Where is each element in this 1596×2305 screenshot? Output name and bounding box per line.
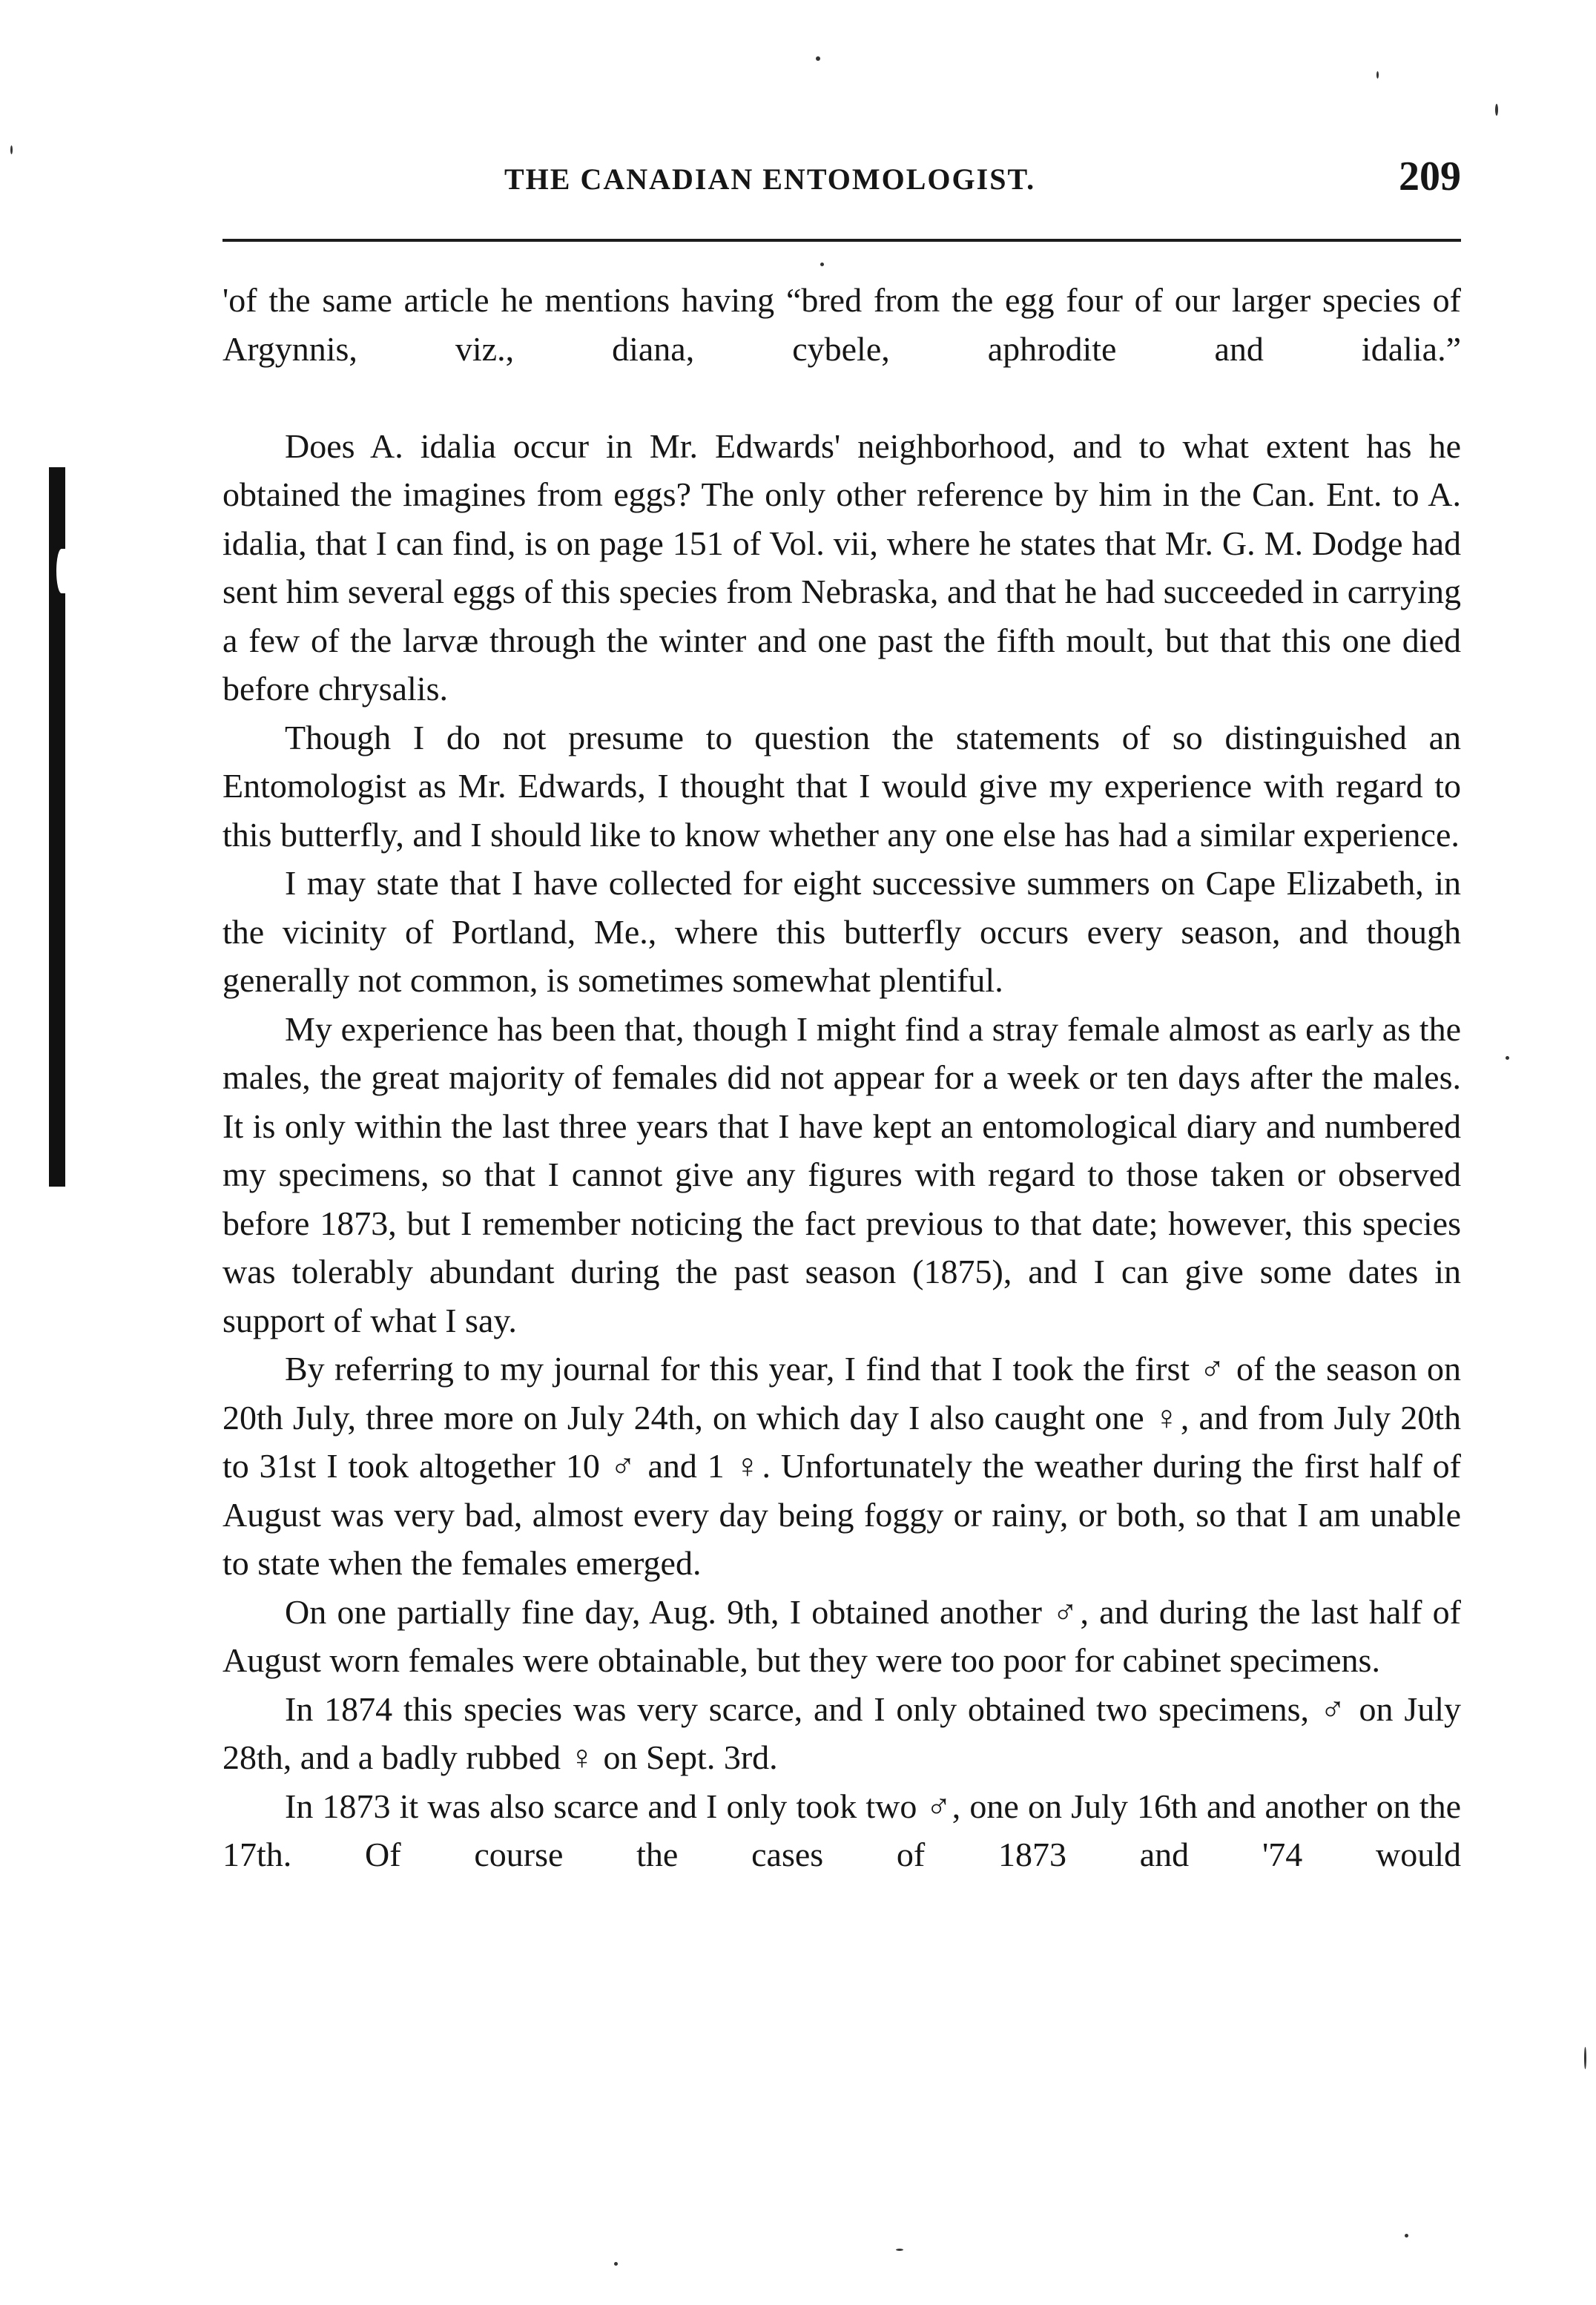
scan-speck	[1584, 2047, 1586, 2069]
margin-scan-notch	[56, 549, 67, 593]
scan-speck	[896, 2249, 903, 2251]
paragraph: I may state that I have collected for eight successive summers on Cape Elizabeth, in the vicinity of Portland, Me., where this butterfly occurs every season, and though generally not common, is sometimes somewhat plentiful.	[222, 864, 1461, 999]
scan-speck	[820, 263, 824, 266]
page-header	[222, 148, 1461, 208]
paragraph-continuation: 'of the same article he mentions having “bred from the egg four of our larger species of Argynnis, viz., diana, cybele, aphrodite and idalia.”	[222, 281, 1461, 368]
scan-speck	[816, 56, 820, 61]
paragraph: By referring to my journal for this year, I find that I took the first ♂ of the season on 20th July, three more on July 24th, on which day I also caught one ♀, and from July 20th to 31st I took altogether 10 ♂ and 1 ♀. Unfortunately the weather during the first half of August was very bad, almost every day being foggy or rainy, or both, so that I am unable to state when the females emerged.	[222, 1350, 1461, 1582]
header-rule	[222, 239, 1461, 242]
scan-speck	[1495, 104, 1498, 116]
page-number: 209	[1399, 154, 1461, 199]
scan-speck	[1506, 1056, 1509, 1060]
paragraph: In 1874 this species was very scarce, and I only obtained two specimens, ♂ on July 28th, and a badly rubbed ♀ on Sept. 3rd.	[222, 1689, 1461, 1776]
paragraph: Though I do not presume to question the statements of so distinguished an Entomologist as Mr. Edwards, I thought that I would give my experience with regard to this butterfly, and I should like to know whether any one else has had a similar experience.	[222, 718, 1461, 854]
scan-speck	[614, 2262, 618, 2266]
paragraph: In 1873 it was also scarce and I only took two ♂, one on July 16th and another on the 17th. Of course the cases of 1873 and '74 would	[222, 1787, 1461, 1873]
margin-scan-bar	[49, 467, 65, 1187]
body-text	[222, 276, 1461, 1928]
paragraph: My experience has been that, though I might find a stray female almost as early as the males, the great majority of females did not appear for a week or ten days after the males. It is only within the last three years that I have kept an entomological diary and numbered my specimens, so that I cannot give any figures with regard to those taken or observed before 1873, but I remember noticing the fact previous to that date; however, this species was tolerably abundant during the past season (1875), and I can give some dates in support of what I say.	[222, 1009, 1461, 1339]
scan-speck	[1405, 2234, 1408, 2238]
paragraph: Does A. idalia occur in Mr. Edwards' neighborhood, and to what extent has he obtained the imagines from eggs? The only other reference by him in the Can. Ent. to A. idalia, that I can find, is on page 151 of Vol. vii, where he states that Mr. G. M. Dodge had sent him several eggs of this species from Nebraska, and that he had succeeded in carrying a few of the larvæ through the winter and one past the fifth moult, but that this one died before chrysalis.	[222, 426, 1461, 708]
paragraph: On one partially fine day, Aug. 9th, I obtained another ♂, and during the last half of August worn females were obtainable, but they were too poor for cabinet specimens.	[222, 1592, 1461, 1679]
running-title: THE CANADIAN ENTOMOLOGIST.	[504, 162, 1036, 196]
scan-speck	[1376, 71, 1379, 79]
scan-speck	[10, 145, 13, 154]
